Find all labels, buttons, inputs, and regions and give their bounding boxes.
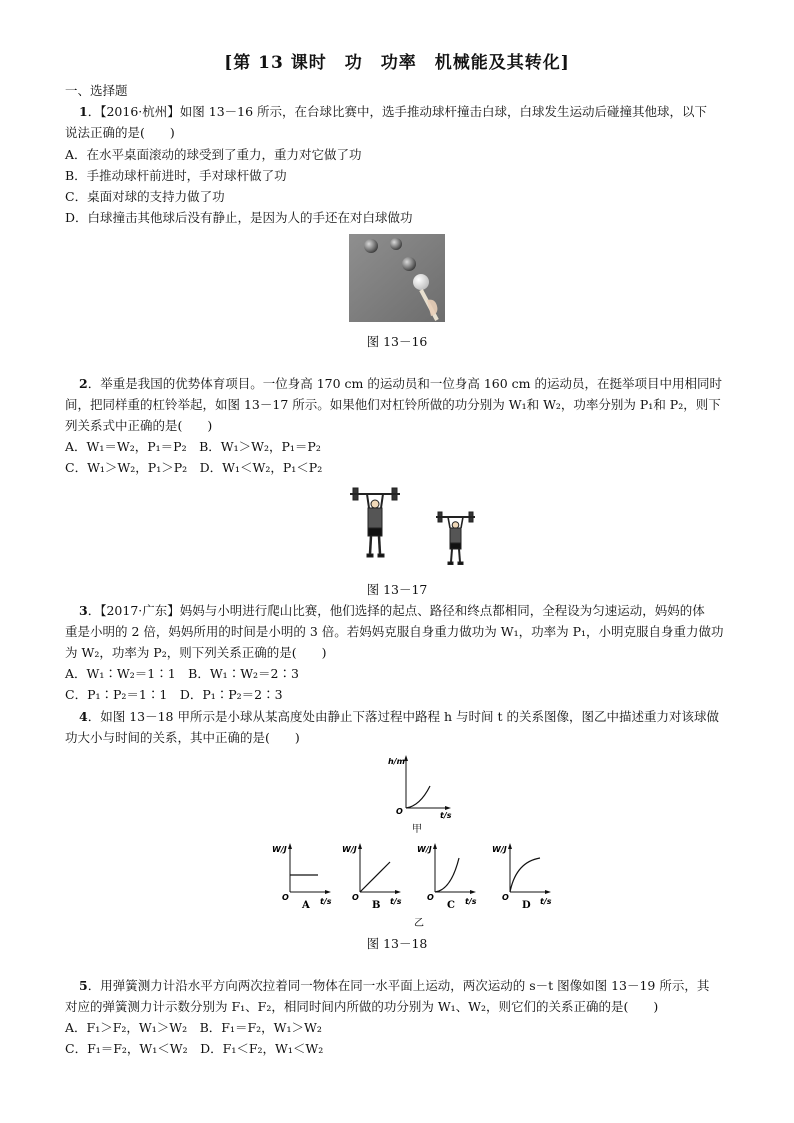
origin-label: O (502, 893, 509, 902)
origin-label: O (427, 893, 434, 902)
option-letter: D (522, 900, 531, 911)
stem-text: 如图 13－16 所示，在台球比赛中，选手推动球杆撞击白球，白球发生运动后碰撞其他球，以下 (179, 104, 708, 119)
y-axis-label: W/J (342, 845, 357, 854)
stem-continuation: 间，把同样重的杠铃举起，如图 13－17 所示。如果他们对杠铃所做的功分别为 W₁和 W₂，功率分别为 P₁和 P₂，则下 (65, 397, 721, 412)
stem-continuation: 重是小明的 2 倍，妈妈所用的时间是小明的 3 倍。若妈妈克服自身重力做功为 W₁，功率为 P₁，小明克服自身重力做功 (65, 624, 724, 639)
page-title: [第 13 课时 功 功率 机械能及其转化] (224, 53, 570, 73)
question-2-stem: 2．举重是我国的优势体育项目。一位身高 170 cm 的运动员和一位身高 160 cm 的运动员，在挺举项目中用相同时 (65, 373, 735, 395)
question-source: 【2016·杭州】 (100, 104, 180, 119)
graph-a (272, 843, 332, 911)
option-letter: B (372, 900, 381, 911)
stem-continuation: 列关系式中正确的是( ) (65, 418, 213, 433)
figure-caption: 图 13－16 (366, 334, 428, 349)
graph-jia (388, 752, 458, 838)
stem-continuation: 对应的弹簧测力计示数分别为 F₁、F₂，相同时间内所做的功分别为 W₁、W₂，则它们的关系正确的是( ) (65, 999, 659, 1014)
option-a: A．在水平桌面滚动的球受到了重力，重力对它做了功 (65, 147, 362, 162)
section-heading: 一、选择题 (65, 83, 128, 98)
options-row: C．F₁＝F₂，W₁＜W₂ D．F₁＜F₂，W₁＜W₂ (65, 1041, 324, 1056)
question-source: 【2017·广东】 (100, 603, 180, 618)
options-row: C．P₁∶P₂＝1∶1 D．P₁∶P₂＝2∶3 (65, 687, 283, 702)
question-1-stem: 1．【2016·杭州】如图 13－16 所示，在台球比赛中，选手推动球杆撞击白球，白球发生运动后碰撞其他球，以下 (65, 101, 735, 123)
question-5-stem: 5．用弹簧测力计沿水平方向两次拉着同一物体在同一水平面上运动，两次运动的 s－t 图像如图 13－19 所示，其 (65, 975, 735, 997)
graph-name: 甲 (412, 824, 422, 835)
question-number: 3 (79, 603, 88, 618)
question-4-stem: 4．如图 13－18 甲所示是小球从某高度处由静止下落过程中路程 h 与时间 t 的关系图像，图乙中描述重力对该球做 (65, 706, 735, 728)
option-b: B．手推动球杆前进时，手对球杆做了功 (65, 168, 287, 183)
x-axis-label: t/s (320, 897, 332, 906)
options-row: A．F₁＞F₂，W₁＞W₂ B．F₁＝F₂，W₁＞W₂ (65, 1020, 322, 1035)
option-c: C．桌面对球的支持力做了功 (65, 189, 225, 204)
y-axis-label: W/J (272, 845, 287, 854)
origin-label: O (396, 807, 403, 816)
graph-c (417, 843, 477, 911)
origin-label: O (282, 893, 289, 902)
y-axis-label: h/m (388, 757, 405, 766)
options-row: A．W₁＝W₂，P₁＝P₂ B．W₁＞W₂，P₁＝P₂ (65, 439, 321, 454)
stem-text: 用弹簧测力计沿水平方向两次拉着同一物体在同一水平面上运动，两次运动的 s－t 图像如图 13－19 所示，其 (100, 978, 710, 993)
graph-d (492, 843, 552, 911)
x-axis-label: t/s (540, 897, 552, 906)
graph-name: 乙 (414, 918, 424, 929)
x-axis-label: t/s (440, 811, 452, 820)
graphs-yi (270, 840, 560, 932)
option-d: D．白球撞击其他球后没有静止，是因为人的手还在对白球做功 (65, 210, 413, 225)
stem-continuation: 功大小与时间的关系，其中正确的是( ) (65, 730, 300, 745)
question-number: 5 (79, 978, 88, 993)
option-letter: A (302, 900, 310, 911)
weightlifters-illustration (340, 486, 490, 566)
tall-lifter (350, 488, 400, 557)
short-lifter (436, 512, 475, 565)
y-axis-label: W/J (492, 845, 507, 854)
x-axis-label: t/s (390, 897, 402, 906)
stem-continuation: 为 W₂，功率为 P₂，则下列关系正确的是( ) (65, 645, 327, 660)
options-row: A．W₁∶W₂＝1∶1 B．W₁∶W₂＝2∶3 (65, 666, 299, 681)
stem-continuation: 说法正确的是( ) (65, 125, 175, 140)
stem-text: 如图 13－18 甲所示是小球从某高度处由静止下落过程中路程 h 与时间 t 的关系图像，图乙中描述重力对该球做 (100, 709, 719, 724)
option-letter: C (447, 900, 455, 911)
figure-caption: 图 13－17 (366, 582, 428, 597)
options-row: C．W₁＞W₂，P₁＞P₂ D．W₁＜W₂，P₁＜P₂ (65, 460, 323, 475)
question-number: 4 (79, 709, 88, 724)
graph-b (342, 843, 402, 911)
question-3-stem: 3．【2017·广东】妈妈与小明进行爬山比赛，他们选择的起点、路径和终点都相同，全程设为匀速运动，妈妈的体 (65, 600, 735, 622)
figure-caption: 图 13－18 (366, 936, 428, 951)
x-axis-label: t/s (465, 897, 477, 906)
origin-label: O (352, 893, 359, 902)
question-number: 1 (79, 104, 88, 119)
question-number: 2 (79, 376, 88, 391)
stem-text: 举重是我国的优势体育项目。一位身高 170 cm 的运动员和一位身高 160 cm 的运动员，在挺举项目中用相同时 (100, 376, 722, 391)
billiards-photo (349, 234, 445, 322)
y-axis-label: W/J (417, 845, 432, 854)
stem-text: 妈妈与小明进行爬山比赛，他们选择的起点、路径和终点都相同，全程设为匀速运动，妈妈的体 (179, 603, 705, 618)
